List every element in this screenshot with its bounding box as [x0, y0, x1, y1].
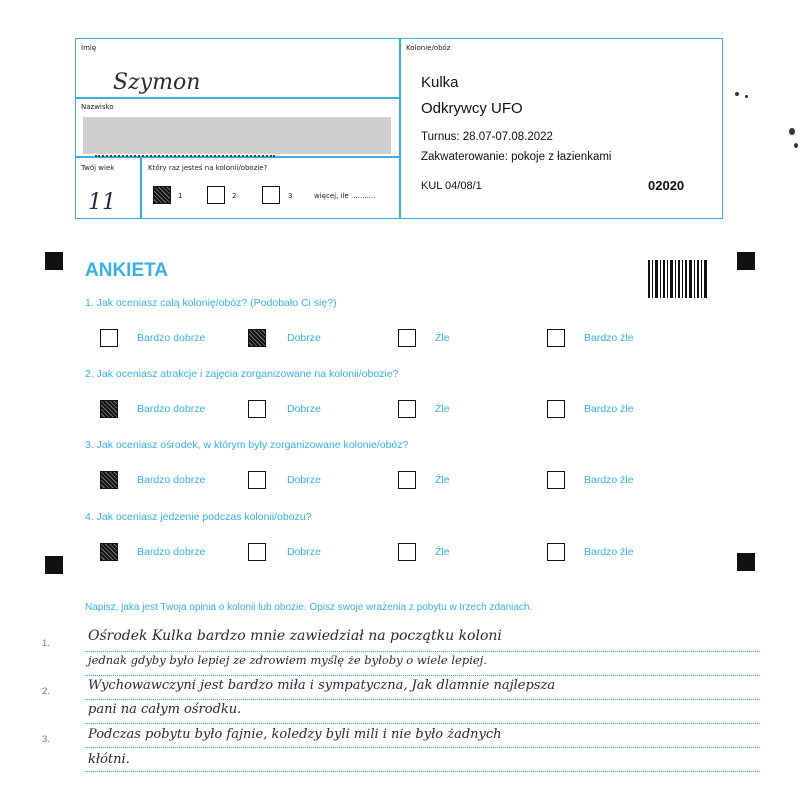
- wiek-value: 11: [88, 190, 116, 215]
- camp-turnus: Turnus: 28.07-07.08.2022: [421, 131, 553, 143]
- header-divider-vertical: [399, 38, 401, 219]
- rating-checkbox[interactable]: [248, 543, 266, 561]
- rating-checkbox[interactable]: [398, 400, 416, 418]
- imie-value: Szymon: [113, 70, 201, 95]
- rating-option-label: Bardzo źle: [584, 546, 634, 558]
- header-divider-imie: [75, 97, 400, 99]
- rating-option-label: Dobrze: [287, 546, 321, 558]
- rating-checkbox[interactable]: [248, 400, 266, 418]
- question-text: 1. Jak oceniasz całą kolonię/obóz? (Podobało Ci się?): [85, 297, 337, 309]
- rating-checkbox[interactable]: [100, 471, 118, 489]
- rating-option-label: Dobrze: [287, 403, 321, 415]
- question-text: 4. Jak oceniasz jedzenie podczas kolonii/obozu?: [85, 511, 312, 523]
- camp-name: Kulka: [421, 74, 459, 91]
- answer-text-line-3: Wychowawczyni jest bardzo miła i sympatyczna, Jak dlamnie najlepsza: [88, 678, 556, 693]
- answer-line: [85, 771, 760, 772]
- ktory-raz-checkbox-3[interactable]: [262, 186, 280, 204]
- answer-text-line-1: Ośrodek Kulka bardzo mnie zawiedział na początku koloni: [88, 628, 502, 644]
- registration-marker: [45, 252, 63, 270]
- rating-option-label: Bardzo źle: [584, 403, 634, 415]
- answer-text-line-2: jednak gdyby było lepiej ze zdrowiem myślę że byłoby o wiele lepiej.: [88, 653, 487, 667]
- barcode: [648, 260, 708, 298]
- rating-option-label: Bardzo dobrze: [137, 332, 206, 344]
- rating-option-label: Bardzo źle: [584, 474, 634, 486]
- ktory-raz-checkbox-1[interactable]: [153, 186, 171, 204]
- rating-checkbox[interactable]: [248, 329, 266, 347]
- rating-checkbox[interactable]: [100, 329, 118, 347]
- ktory-raz-option-3: 3: [288, 192, 293, 200]
- rating-option-label: Bardzo dobrze: [137, 403, 206, 415]
- question-text: 2. Jak oceniasz atrakcje i zajęcia zorganizowane na kolonii/obozie?: [85, 368, 399, 380]
- line-number-2: 2.: [42, 686, 50, 697]
- line-number-3: 3.: [42, 734, 50, 745]
- rating-checkbox[interactable]: [100, 543, 118, 561]
- kolonie-label: Kolonie/obóz: [406, 44, 451, 52]
- rating-option-label: Źle: [435, 403, 450, 415]
- answer-line: [85, 651, 760, 652]
- answer-line: [85, 747, 760, 748]
- nazwisko-label: Nazwisko: [81, 103, 114, 111]
- opinion-prompt: Napisz, jaka jest Twoja opinia o kolonii lub obozie. Opisz swoje wrażenia z pobytu w trzech zdaniach.: [85, 602, 533, 613]
- scan-speck: [735, 92, 739, 96]
- answer-text-line-4: pani na całym ośrodku.: [88, 702, 242, 717]
- imie-label: Imię: [81, 44, 97, 52]
- rating-checkbox[interactable]: [547, 471, 565, 489]
- ktory-raz-label: Który raz jesteś na kolonii/obozie?: [148, 164, 268, 172]
- scan-speck: [745, 95, 748, 98]
- ktory-raz-option-1: 1: [178, 192, 183, 200]
- wiek-label: Twój wiek: [81, 164, 115, 172]
- answer-text-line-6: kłótni.: [88, 752, 130, 767]
- question-text: 3. Jak oceniasz ośrodek, w którym były zorganizowane kolonie/obóz?: [85, 439, 409, 451]
- rating-checkbox[interactable]: [100, 400, 118, 418]
- rating-option-label: Źle: [435, 332, 450, 344]
- line-number-1: 1.: [42, 638, 50, 649]
- rating-option-label: Dobrze: [287, 332, 321, 344]
- rating-option-label: Źle: [435, 546, 450, 558]
- nazwisko-redacted: [83, 117, 391, 154]
- registration-marker: [45, 556, 63, 574]
- camp-code: KUL 04/08/1: [421, 180, 482, 192]
- rating-checkbox[interactable]: [547, 329, 565, 347]
- answer-line: [85, 675, 760, 676]
- rating-option-label: Bardzo źle: [584, 332, 634, 344]
- registration-marker: [737, 553, 755, 571]
- header-divider-wiek: [140, 156, 142, 219]
- ktory-raz-option-2: 2: [232, 192, 237, 200]
- rating-option-label: Bardzo dobrze: [137, 546, 206, 558]
- rating-option-label: Źle: [435, 474, 450, 486]
- registration-marker: [737, 252, 755, 270]
- rating-checkbox[interactable]: [248, 471, 266, 489]
- camp-subtitle: Odkrywcy UFO: [421, 100, 523, 117]
- scan-speck: [789, 128, 795, 135]
- rating-option-label: Dobrze: [287, 474, 321, 486]
- rating-checkbox[interactable]: [398, 543, 416, 561]
- scan-speck: [794, 143, 798, 148]
- rating-checkbox[interactable]: [398, 471, 416, 489]
- rating-checkbox[interactable]: [547, 400, 565, 418]
- answer-line: [85, 699, 760, 700]
- survey-title: ANKIETA: [85, 260, 169, 281]
- nazwisko-handwriting-remnant: [95, 152, 275, 157]
- rating-checkbox[interactable]: [398, 329, 416, 347]
- answer-text-line-5: Podczas pobytu było fajnie, koledzy byli mili i nie było żadnych: [88, 727, 502, 742]
- rating-option-label: Bardzo dobrze: [137, 474, 206, 486]
- ktory-raz-checkbox-2[interactable]: [207, 186, 225, 204]
- rating-checkbox[interactable]: [547, 543, 565, 561]
- camp-zakwaterowanie: Zakwaterowanie: pokoje z łazienkami: [421, 151, 612, 163]
- answer-line: [85, 723, 760, 724]
- ktory-raz-option-more: więcej, ile ...........: [314, 192, 376, 200]
- form-number: 02020: [648, 178, 685, 193]
